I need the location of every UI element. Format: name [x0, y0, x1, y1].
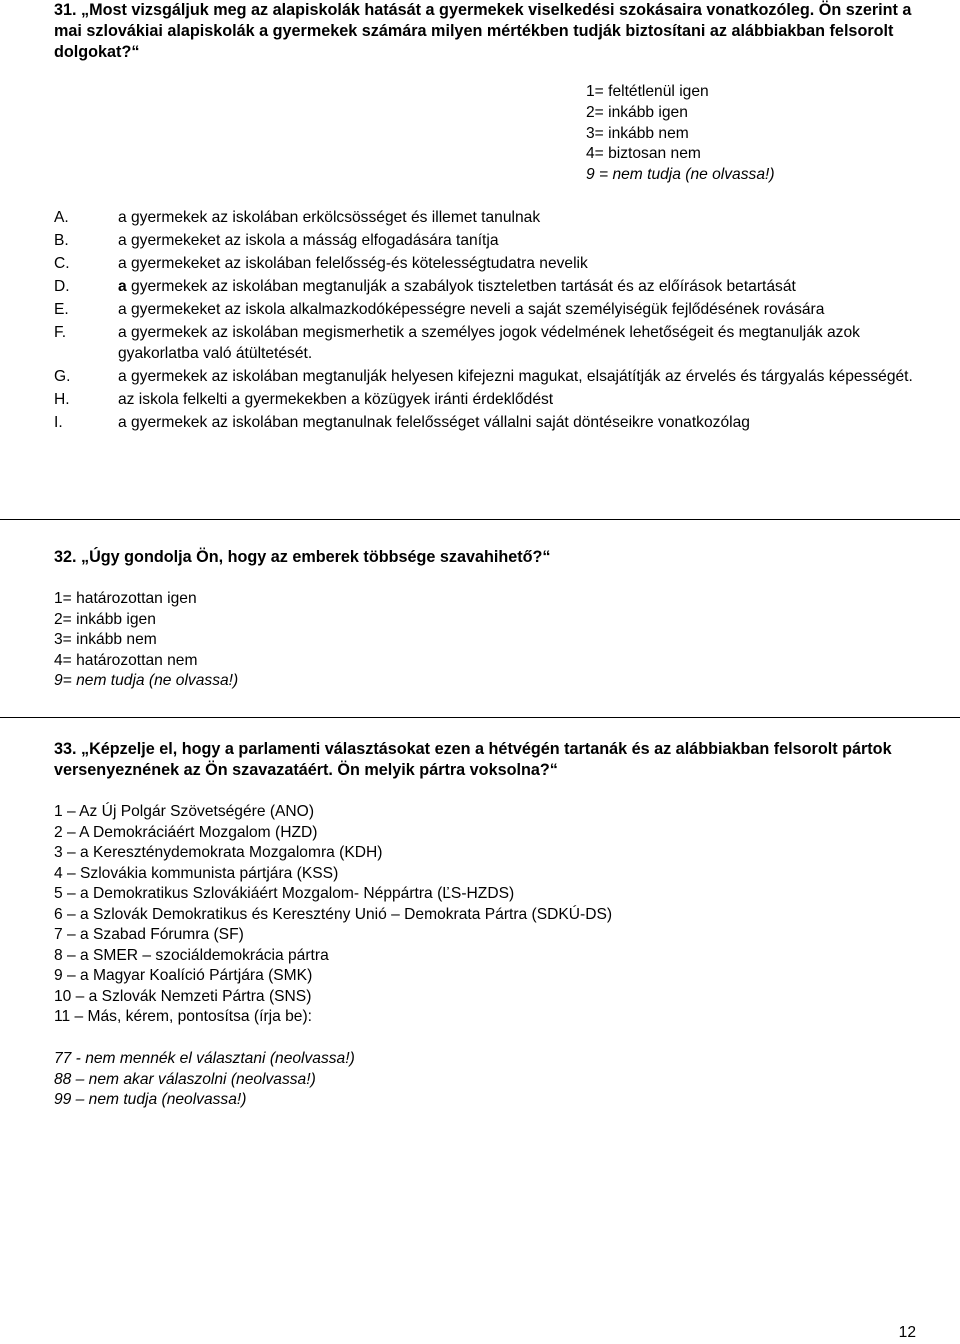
q31-scale-4: 4= biztosan nem	[586, 145, 701, 163]
q31-item-b	[54, 231, 914, 252]
q32-option-3: 3= inkább nem	[54, 631, 157, 648]
q31-item-c	[54, 254, 914, 275]
q32-option-1: 1= határozottan igen	[54, 590, 197, 607]
item-text: a gyermekeket az iskola a másság elfogadására tanítja	[118, 232, 499, 250]
q32-options	[54, 589, 238, 692]
divider	[0, 519, 960, 520]
q33-special-option: 99 – nem tudja (neolvassa!)	[54, 1091, 247, 1108]
q32-option-4: 4= határozottan nem	[54, 651, 198, 669]
q31-scale	[586, 82, 775, 186]
q33-option: 11 – Más, kérem, pontosítsa (írja be):	[54, 1008, 312, 1025]
q31-item-h	[54, 390, 914, 411]
q31-item-i	[54, 413, 914, 434]
item-letter: I.	[54, 414, 63, 432]
item-text: a gyermekek az iskolában megismerhetik a személyes jogok védelmének lehetőségeit és megtanulják azok gyakorlatba való átültetését.	[118, 324, 860, 362]
q31-title: 31. „Most vizsgáljuk meg az alapiskolák hatását a gyermekek viselkedési szokásaira vonatkozóleg. Ön szerint a mai szlovákiai alapiskolák a gyermekek számára milyen mértékben tudják biztosítani az alábbiakban felsorolt dolgokat?“	[54, 1, 912, 61]
q33-option: 6 – a Szlovák Demokratikus és Keresztény Unió – Demokrata Pártra (SDKÚ-DS)	[54, 905, 613, 923]
divider	[0, 717, 960, 718]
item-letter: F.	[54, 324, 67, 342]
q33-special-option: 77 - nem mennék el választani (neolvassa!)	[54, 1050, 355, 1067]
q33-option: 4 – Szlovákia kommunista pártjára (KSS)	[54, 864, 339, 882]
q32-option-dk: 9= nem tudja (ne olvassa!)	[54, 672, 239, 689]
q33-option: 8 – a SMER – szociáldemokrácia pártra	[54, 946, 329, 964]
q33-option: 5 – a Demokratikus Szlovákiáért Mozgalom- Néppártra (ĽS-HZDS)	[54, 885, 515, 902]
q31-scale-1: 1= feltétlenül igen	[586, 83, 709, 100]
q31-scale-2: 2= inkább igen	[586, 103, 688, 121]
item-letter: C.	[54, 255, 70, 273]
q31-item-a	[54, 208, 914, 229]
page-number: 12	[898, 1324, 916, 1341]
q33-option: 7 – a Szabad Fórumra (SF)	[54, 926, 244, 943]
q33-option: 9 – a Magyar Koalíció Pártjára (SMK)	[54, 967, 313, 984]
item-letter: A.	[54, 209, 69, 226]
item-text: a gyermekeket az iskolában felelősség-és kötelességtudatra nevelik	[118, 255, 588, 273]
q31-scale-dk: 9 = nem tudja (ne olvassa!)	[586, 166, 775, 184]
q33-special-option: 88 – nem akar válaszolni (neolvassa!)	[54, 1070, 316, 1088]
q33-option: 2 – A Demokráciáért Mozgalom (HZD)	[54, 823, 318, 841]
q33-option: 1 – Az Új Polgár Szövetségére (ANO)	[54, 803, 315, 820]
item-letter: E.	[54, 301, 69, 319]
item-letter: H.	[54, 391, 70, 409]
item-text: a gyermekeket az iskola alkalmazkodóképességre neveli a saját személyiségük fejlődésének rovására	[118, 301, 825, 319]
q31-scale-3: 3= inkább nem	[586, 124, 689, 142]
item-letter: B.	[54, 232, 69, 250]
q33-options	[54, 802, 612, 1028]
q33-option: 3 – a Kereszténydemokrata Mozgalomra (KDH)	[54, 844, 383, 861]
q31-item-d	[54, 277, 914, 298]
q31-item-e	[54, 300, 914, 321]
q31-item-g	[54, 367, 914, 388]
item-text: a gyermekek az iskolában megtanulnak felelősséget vállalni saját döntéseikre vonatkozólag	[118, 414, 750, 432]
item-letter: G.	[54, 368, 71, 386]
q31-item-f	[54, 323, 914, 364]
q33-special	[54, 1049, 355, 1111]
q32-title: 32. „Úgy gondolja Ön, hogy az emberek többsége szavahihető?“	[54, 548, 551, 566]
q33-option: 10 – a Szlovák Nemzeti Pártra (SNS)	[54, 987, 312, 1005]
item-text: a gyermekek az iskolában erkölcsösséget és illemet tanulnak	[118, 209, 541, 226]
q33-title: 33. „Képzelje el, hogy a parlamenti választásokat ezen a hétvégén tartanák és az alábbiakban felsorolt pártok versenyeznének az Ön szavazatáért. Ön melyik pártra voksolna?“	[54, 740, 892, 779]
item-text: a gyermekek az iskolában megtanulják helyesen kifejezni magukat, elsajátítják az érvelés és tárgyalás képességét.	[118, 368, 913, 386]
item-text: az iskola felkelti a gyermekekben a közügyek iránti érdeklődést	[118, 391, 554, 409]
q32-option-2: 2= inkább igen	[54, 610, 156, 628]
item-letter: D.	[54, 278, 70, 296]
q31-items	[54, 208, 914, 436]
item-text: a gyermekek az iskolában megtanulják a szabályok tiszteletben tartását és az előírások betartását	[118, 278, 796, 296]
